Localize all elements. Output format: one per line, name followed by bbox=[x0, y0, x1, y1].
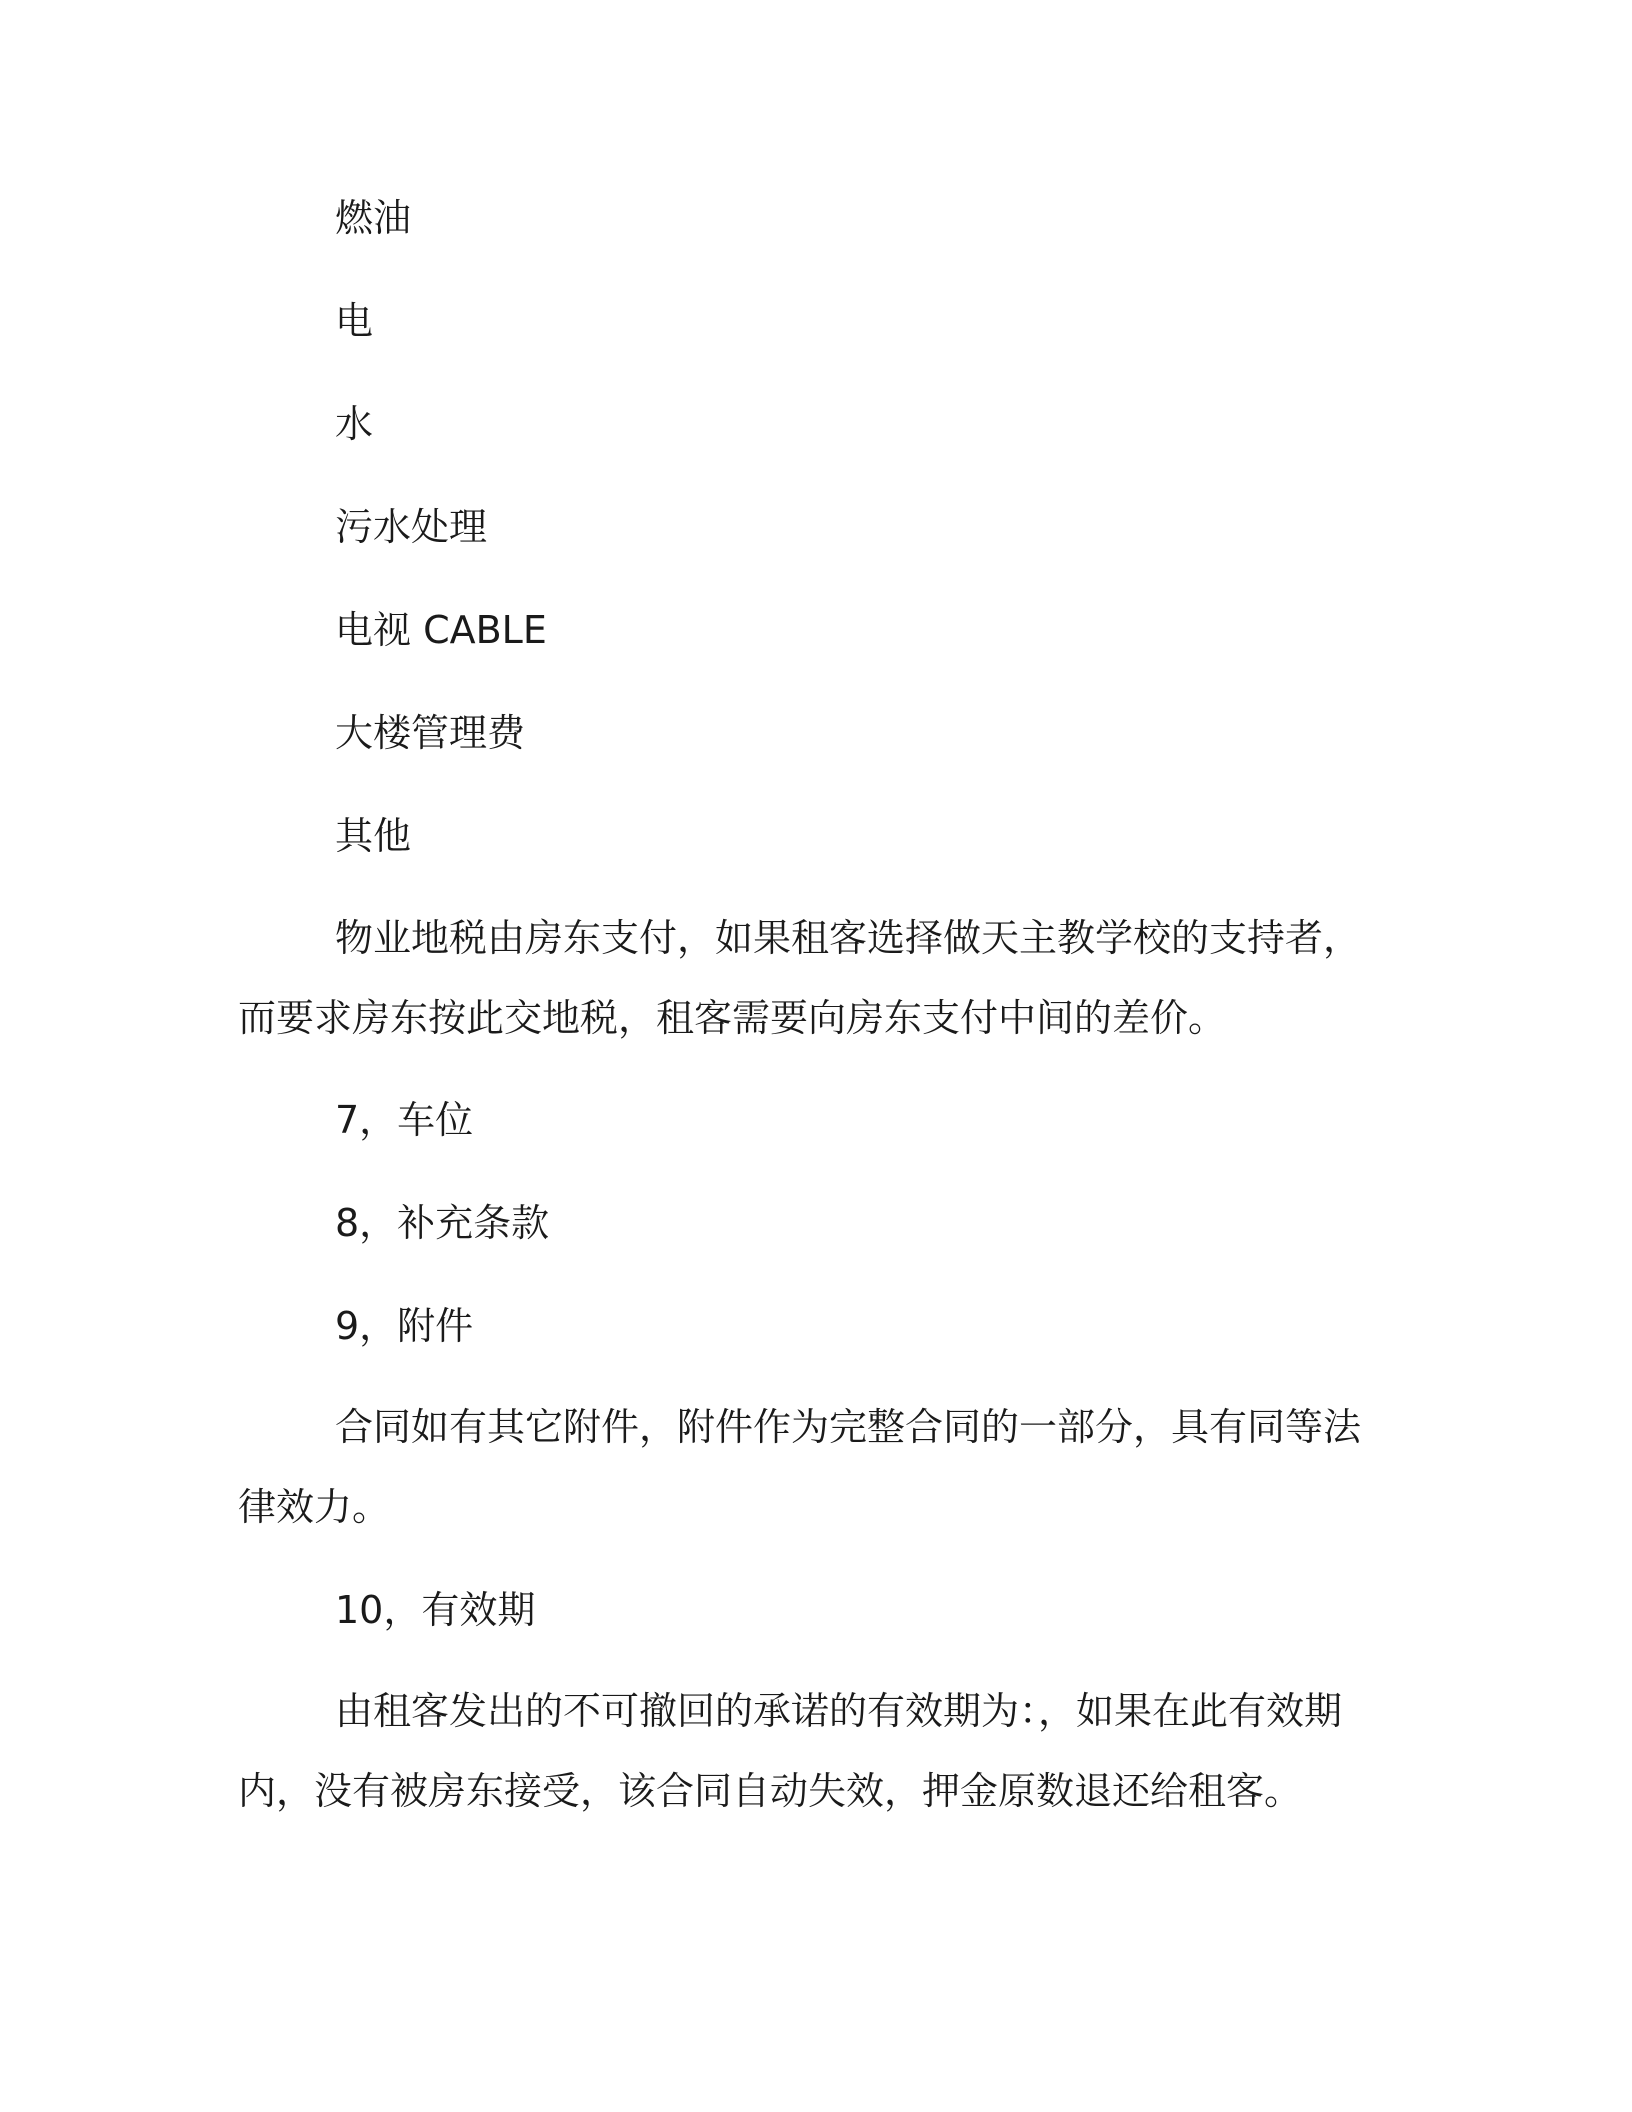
utility-item-cable-tv: 电视 CABLE bbox=[335, 608, 547, 652]
utility-item-sewage: 污水处理 bbox=[335, 505, 488, 549]
utility-item-fuel: 燃油 bbox=[335, 196, 412, 240]
utility-item-other: 其他 bbox=[335, 814, 412, 858]
section-heading-attachments: 9，附件 bbox=[335, 1304, 474, 1348]
section-heading-parking: 7，车位 bbox=[335, 1098, 474, 1142]
section-heading-supplementary: 8，补充条款 bbox=[335, 1201, 550, 1245]
attachments-paragraph: 合同如有其它附件，附件作为完整合同的一部分，具有同等法律效力。 bbox=[238, 1405, 1362, 1529]
utility-item-electricity: 电 bbox=[335, 299, 374, 343]
utility-item-water: 水 bbox=[335, 402, 374, 446]
validity-paragraph: 由租客发出的不可撤回的承诺的有效期为：，如果在此有效期内，没有被房东接受，该合同自动失效，押金原数退还给租客。 bbox=[238, 1689, 1343, 1813]
tax-paragraph: 物业地税由房东支付，如果租客选择做天主教学校的支持者，而要求房东按此交地税，租客需要向房东支付中间的差价。 bbox=[238, 916, 1362, 1040]
section-heading-validity: 10，有效期 bbox=[335, 1588, 536, 1632]
utility-item-building-fee: 大楼管理费 bbox=[335, 711, 526, 755]
